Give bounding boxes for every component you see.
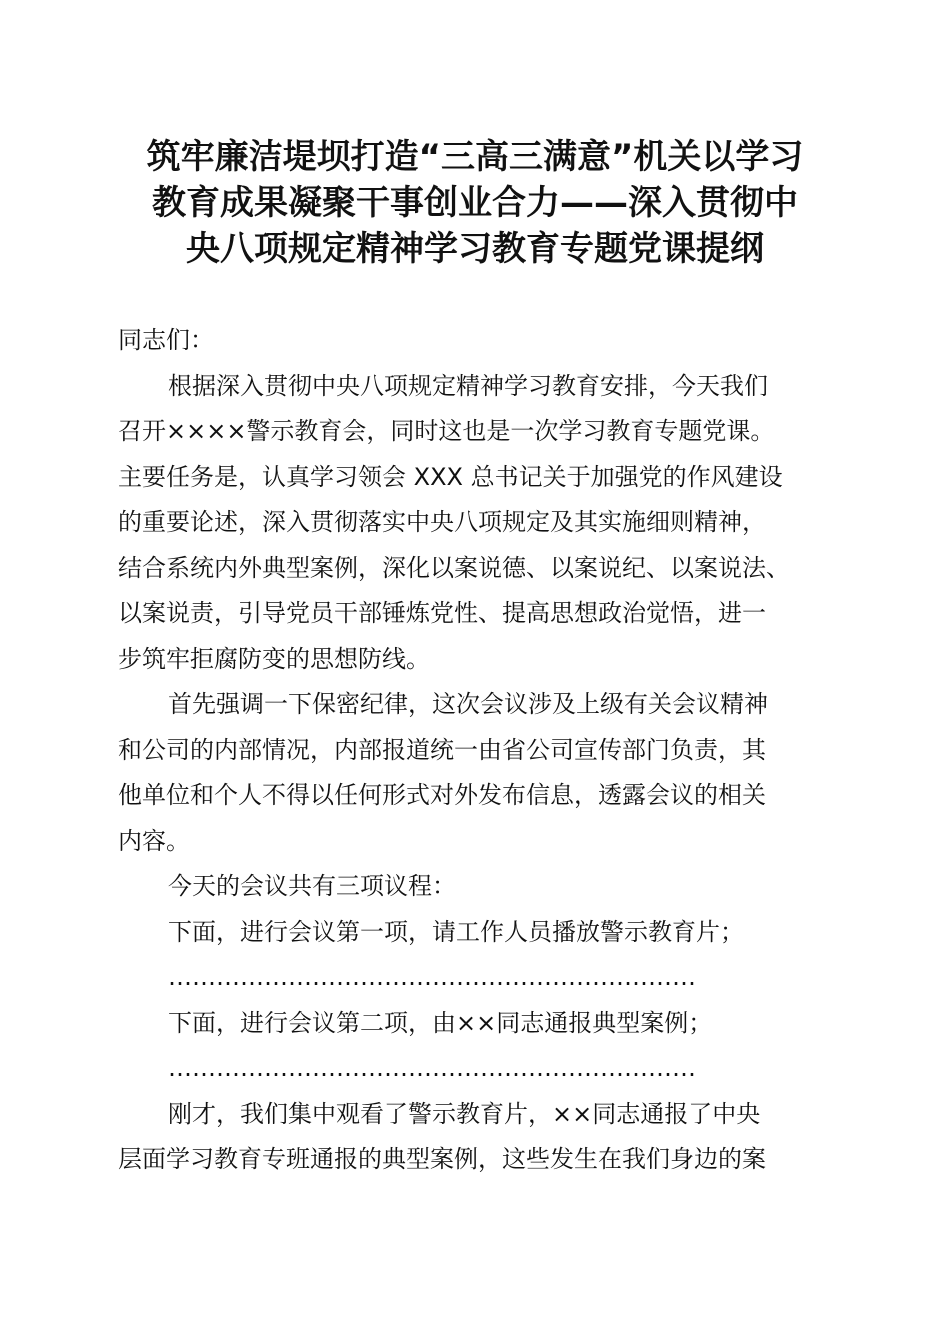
agenda-item-1: 下面，进行会议第一项，请工作人员播放警示教育片； bbox=[168, 917, 744, 946]
paragraph-line: 结合系统内外典型案例，深化以案说德、以案说纪、以案说法、 bbox=[118, 553, 790, 582]
agenda-item-2: 下面，进行会议第二项，由××同志通报典型案例； bbox=[168, 1008, 713, 1037]
title-line-2: 教育成果凝聚干事创业合力——深入贯彻中 bbox=[152, 183, 798, 223]
title-line-3: 央八项规定精神学习教育专题党课提纲 bbox=[186, 229, 764, 269]
paragraph-1 bbox=[118, 364, 838, 683]
paragraph-line: 刚才，我们集中观看了警示教育片，××同志通报了中央 bbox=[168, 1099, 761, 1128]
paragraph-2 bbox=[118, 682, 838, 864]
paragraph-line: 和公司的内部情况，内部报道统一由省公司宣传部门负责，其 bbox=[118, 735, 766, 764]
paragraph-line: 召开××××警示教育会，同时这也是一次学习教育专题党课。 bbox=[118, 417, 775, 445]
paragraph-line: 首先强调一下保密纪律，这次会议涉及上级有关会议精神 bbox=[168, 690, 768, 718]
ellipsis-line-2: ………………………………………………………… bbox=[168, 1054, 696, 1082]
ellipsis-line-1: ………………………………………………………… bbox=[168, 963, 696, 991]
paragraph-3 bbox=[118, 1092, 838, 1183]
paragraph-line: 以案说责，引导党员干部锤炼党性、提高思想政治觉悟，进一 bbox=[118, 599, 766, 627]
paragraph-line: 的重要论述，深入贯彻落实中央八项规定及其实施细则精神， bbox=[118, 508, 766, 536]
title-line-1: 筑牢廉洁堤坝打造“三高三满意”机关以学习 bbox=[146, 137, 804, 177]
agenda-intro: 今天的会议共有三项议程： bbox=[168, 872, 456, 900]
paragraph-line: 他单位和个人不得以任何形式对外发布信息，透露会议的相关 bbox=[118, 781, 766, 809]
paragraph-line: 层面学习教育专班通报的典型案例，这些发生在我们身边的案 bbox=[118, 1145, 766, 1173]
document-title bbox=[100, 134, 850, 272]
paragraph-line: 内容。 bbox=[118, 826, 190, 855]
paragraph-line: 根据深入贯彻中央八项规定精神学习教育安排，今天我们 bbox=[168, 371, 768, 400]
salutation: 同志们： bbox=[118, 326, 214, 354]
paragraph-line: 主要任务是，认真学习领会 XXX 总书记关于加强党的作风建设 bbox=[118, 462, 783, 491]
document-body bbox=[118, 318, 838, 1183]
paragraph-line: 步筑牢拒腐防变的思想防线。 bbox=[118, 644, 430, 673]
